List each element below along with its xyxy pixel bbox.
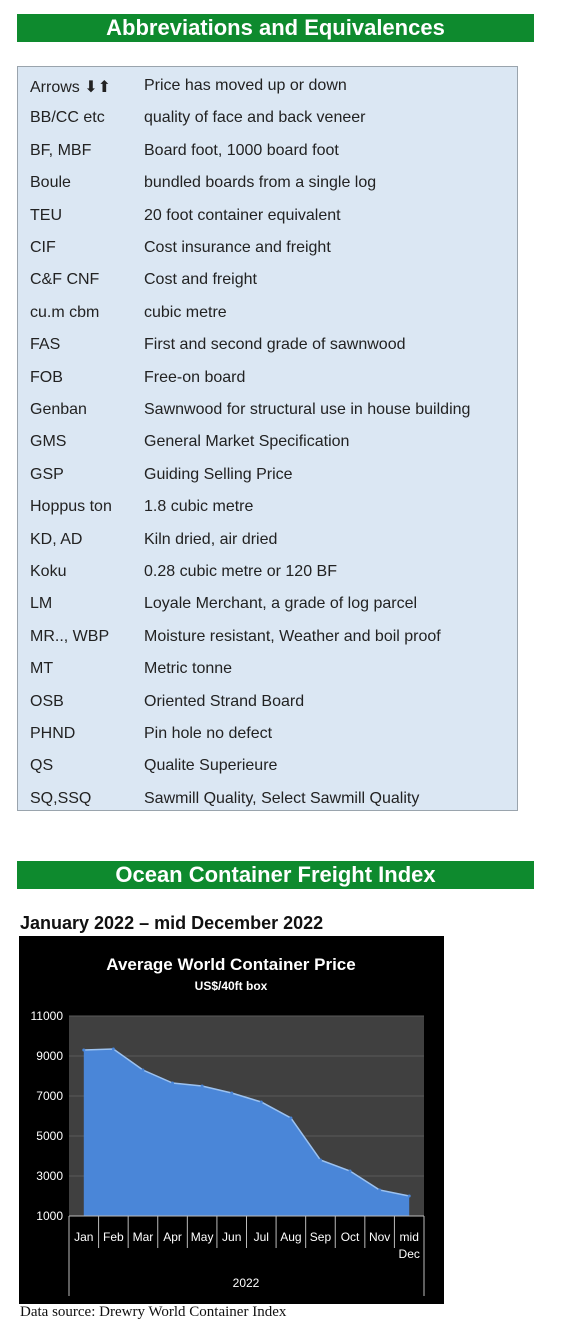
abbreviation-row xyxy=(18,361,517,393)
data-point xyxy=(112,1048,115,1051)
abbreviation-row xyxy=(18,458,517,490)
data-point xyxy=(289,1117,292,1120)
abbreviation-definition: Price has moved up or down xyxy=(144,77,347,94)
abbreviation-term: GMS xyxy=(30,433,67,451)
abbreviation-definition: Pin hole no defect xyxy=(144,725,273,742)
abbreviation-term: Genban xyxy=(30,401,87,418)
abbreviation-definition: 1.8 cubic metre xyxy=(144,498,254,516)
abbreviation-term: Hoppus ton xyxy=(30,498,112,516)
x-tick-label: Aug xyxy=(280,1230,302,1244)
abbreviation-row xyxy=(18,101,517,133)
data-source: Data source: Drewry World Container Index xyxy=(20,1304,287,1320)
abbreviation-term: Koku xyxy=(30,563,67,580)
y-tick-label: 7000 xyxy=(36,1089,63,1103)
abbreviations-banner: Abbreviations and Equivalences xyxy=(17,14,534,42)
y-tick-label: 1000 xyxy=(36,1209,63,1223)
container-price-chart xyxy=(19,936,444,1304)
abbreviation-row xyxy=(18,328,517,360)
data-point xyxy=(408,1195,411,1198)
abbreviation-definition: General Market Specification xyxy=(144,433,350,451)
abbreviation-definition: Moisture resistant, Weather and boil proof xyxy=(144,627,441,645)
data-point xyxy=(171,1082,174,1085)
abbreviation-term: C&F CNF xyxy=(30,271,100,289)
abbreviation-term: CIF xyxy=(30,239,56,256)
abbreviation-term: BF, MBF xyxy=(30,141,92,159)
abbreviation-term: TEU xyxy=(30,206,62,224)
abbreviation-term: MR.., WBP xyxy=(30,627,110,645)
abbreviation-term: KD, AD xyxy=(30,530,83,548)
abbreviation-row xyxy=(18,166,517,198)
abbreviation-term: QS xyxy=(30,757,54,775)
x-tick-label: Sep xyxy=(309,1230,332,1244)
abbreviation-row xyxy=(18,587,517,619)
abbreviation-term: cu.m cbm xyxy=(30,303,100,321)
x-tick-label: mid Dec xyxy=(398,1230,420,1261)
abbreviation-definition: bundled boards from a single log xyxy=(144,174,377,192)
freight-banner: Ocean Container Freight Index xyxy=(17,861,534,889)
x-tick-label: Feb xyxy=(103,1230,124,1244)
abbreviation-definition: First and second grade of sawnwood xyxy=(144,336,406,354)
x-tick-label: Mar xyxy=(132,1230,154,1244)
x-tick-label: Apr xyxy=(163,1230,182,1244)
x-tick-label: May xyxy=(190,1230,214,1244)
chart-title: Average World Container Price xyxy=(106,955,356,974)
x-tick-label: Jul xyxy=(253,1230,269,1244)
data-point xyxy=(378,1189,381,1192)
abbreviation-definition: quality of face and back veneer xyxy=(144,109,366,127)
abbreviation-row xyxy=(18,749,517,781)
x-tick-label: Jun xyxy=(222,1230,242,1244)
abbreviation-definition: Guiding Selling Price xyxy=(144,465,293,483)
abbreviation-term: Boule xyxy=(30,174,71,192)
abbreviation-term: FOB xyxy=(30,368,63,386)
x-tick-label: Oct xyxy=(340,1230,360,1244)
abbreviation-row xyxy=(18,296,517,328)
data-point xyxy=(319,1159,322,1162)
abbreviation-row xyxy=(18,555,517,587)
abbreviation-definition: Sawmill Quality, Select Sawmill Quality xyxy=(144,789,420,807)
data-point xyxy=(201,1085,204,1088)
data-point xyxy=(349,1170,352,1173)
abbreviation-term: SQ,SSQ xyxy=(30,789,92,807)
abbreviation-row xyxy=(18,425,517,457)
abbreviation-definition: Board foot, 1000 board foot xyxy=(144,141,339,159)
abbreviation-definition: Loyale Merchant, a grade of log parcel xyxy=(144,595,418,613)
abbreviation-term: PHND xyxy=(30,725,76,742)
abbreviation-term: OSB xyxy=(30,692,64,710)
chart-subtitle: US$/40ft box xyxy=(194,979,268,993)
abbreviation-definition: 20 foot container equivalent xyxy=(144,206,341,224)
abbreviation-term: BB/CC etc xyxy=(30,109,105,127)
abbreviation-definition: Cost and freight xyxy=(144,271,257,289)
abbreviation-row xyxy=(18,620,517,652)
y-tick-label: 5000 xyxy=(36,1129,63,1143)
abbreviation-term: FAS xyxy=(30,336,61,354)
abbreviation-term: MT xyxy=(30,660,54,678)
abbreviation-term: GSP xyxy=(30,465,64,483)
x-tick-label: Nov xyxy=(368,1230,391,1244)
abbreviations-table xyxy=(17,66,518,811)
abbreviation-row xyxy=(18,685,517,717)
y-tick-label: 11000 xyxy=(30,1009,63,1023)
abbreviation-row xyxy=(18,199,517,231)
y-tick-label: 9000 xyxy=(36,1049,63,1063)
abbreviation-definition: 0.28 cubic metre or 120 BF xyxy=(144,563,337,580)
abbreviation-row xyxy=(18,652,517,684)
abbreviation-definition: cubic metre xyxy=(144,303,227,321)
abbreviation-definition: Oriented Strand Board xyxy=(144,692,305,710)
abbreviation-row xyxy=(18,69,517,101)
y-tick-label: 3000 xyxy=(36,1169,63,1183)
abbreviation-row xyxy=(18,231,517,263)
abbreviation-definition: Free-on board xyxy=(144,368,246,386)
abbreviation-term: Arrows ⬇⬆ xyxy=(30,79,112,96)
abbreviation-definition: Kiln dried, air dried xyxy=(144,530,278,548)
abbreviation-definition: Sawnwood for structural use in house building xyxy=(144,401,471,418)
abbreviation-term: LM xyxy=(30,595,53,613)
abbreviation-definition: Cost insurance and freight xyxy=(144,239,331,256)
abbreviation-row xyxy=(18,782,517,814)
x-tick-label: Jan xyxy=(74,1230,94,1244)
data-point xyxy=(82,1049,85,1052)
data-point xyxy=(260,1101,263,1104)
abbreviation-row xyxy=(18,490,517,522)
abbreviation-definition: Qualite Superieure xyxy=(144,757,278,775)
abbreviation-row xyxy=(18,717,517,749)
abbreviation-row xyxy=(18,393,517,425)
x-axis-label: 2022 xyxy=(232,1276,260,1290)
data-point xyxy=(230,1092,233,1095)
data-point xyxy=(141,1069,144,1072)
abbreviation-row xyxy=(18,263,517,295)
abbreviation-row xyxy=(18,523,517,555)
abbreviation-definition: Metric tonne xyxy=(144,660,233,678)
abbreviation-row xyxy=(18,134,517,166)
freight-period: January 2022 – mid December 2022 xyxy=(20,913,324,933)
